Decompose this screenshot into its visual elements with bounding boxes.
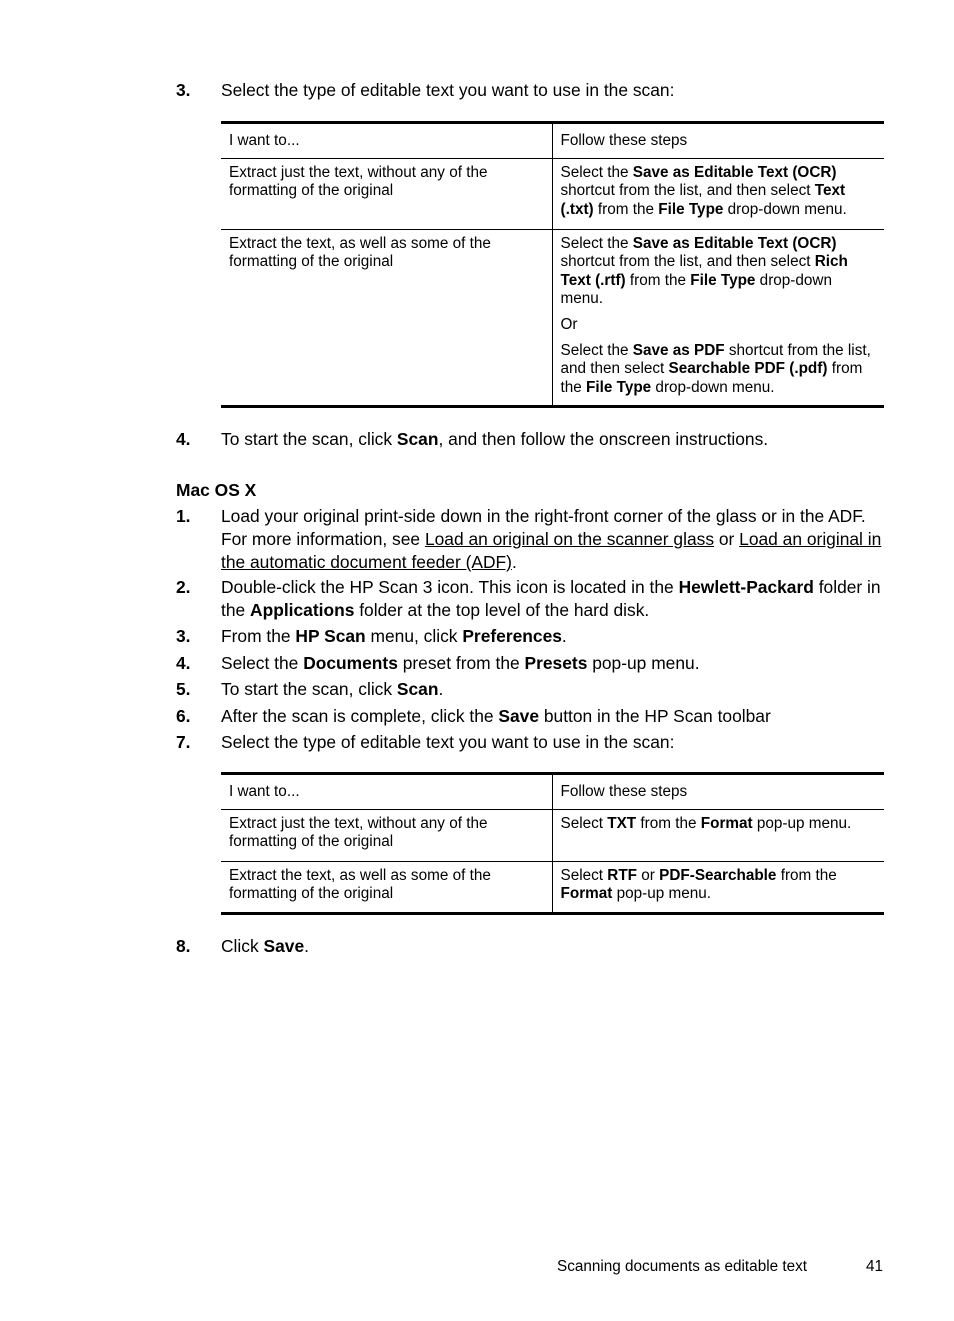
mac-step-3 bbox=[176, 625, 884, 648]
step-number: 3. bbox=[176, 626, 191, 646]
step-text: Click Save. bbox=[221, 936, 309, 956]
step-text: To start the scan, click Scan. bbox=[221, 679, 444, 699]
mac-step-1 bbox=[176, 505, 884, 574]
table-header-row bbox=[221, 123, 884, 159]
steps-cell: Select the Save as Editable Text (OCR) shortcut from the list, and then select Rich Text (.rtf) from the File Type drop-down menu. Or Select the Save as PDF shortcut from the list, and then select Searchable PDF (.pdf) from the File Type drop-down menu. bbox=[552, 229, 884, 407]
step-number: 5. bbox=[176, 679, 191, 699]
header-follow-steps: Follow these steps bbox=[552, 123, 884, 159]
step-number: 4. bbox=[176, 429, 191, 449]
table-row bbox=[221, 229, 884, 407]
step-text: Load your original print-side down in the right-front corner of the glass or in the ADF. For more information, see Load an original on the scanner glass or Load an original in the automatic document feeder (ADF). bbox=[221, 506, 882, 572]
footer-section-title: Scanning documents as editable text bbox=[557, 1258, 808, 1275]
step-number: 1. bbox=[176, 506, 191, 526]
table-header-row bbox=[221, 774, 884, 810]
step-text: From the HP Scan menu, click Preferences. bbox=[221, 626, 567, 646]
table-row bbox=[221, 861, 884, 913]
header-i-want-to: I want to... bbox=[229, 783, 300, 800]
header-follow-steps: Follow these steps bbox=[552, 774, 884, 810]
header-i-want-to: I want to... bbox=[229, 132, 300, 149]
step-number: 6. bbox=[176, 706, 191, 726]
mac-step-5 bbox=[176, 678, 884, 701]
want-cell: Extract just the text, without any of the formatting of the original bbox=[221, 158, 552, 229]
step-text: After the scan is complete, click the Save button in the HP Scan toolbar bbox=[221, 706, 771, 726]
link-load-original-glass[interactable]: Load an original on the scanner glass bbox=[424, 529, 715, 549]
link-load-original-adf[interactable]: Load an original in the automatic document feeder (ADF) bbox=[221, 529, 882, 572]
step-text: To start the scan, click Scan, and then follow the onscreen instructions. bbox=[221, 429, 769, 449]
step-number: 8. bbox=[176, 936, 191, 956]
mac-step-7 bbox=[176, 731, 884, 754]
table-row bbox=[221, 158, 884, 229]
want-cell: Extract just the text, without any of the formatting of the original bbox=[221, 809, 552, 861]
step-4-windows bbox=[176, 428, 884, 451]
mac-step-8 bbox=[176, 935, 884, 958]
step-text: Select the type of editable text you want to use in the scan: bbox=[221, 80, 675, 100]
want-cell: Extract the text, as well as some of the formatting of the original bbox=[221, 861, 552, 913]
step-text: Select the Documents preset from the Presets pop-up menu. bbox=[221, 653, 700, 673]
steps-cell: Select the Save as Editable Text (OCR) shortcut from the list, and then select Text (.txt) from the File Type drop-down menu. bbox=[552, 158, 884, 229]
step-3-windows bbox=[176, 79, 884, 102]
steps-cell: Select TXT from the Format pop-up menu. bbox=[552, 809, 884, 861]
mac-os-x-heading: Mac OS X bbox=[176, 480, 257, 500]
step-number: 2. bbox=[176, 577, 191, 597]
step-text: Double-click the HP Scan 3 icon. This icon is located in the Hewlett-Packard folder in the Applications folder at the top level of the hard disk. bbox=[221, 577, 881, 620]
want-cell: Extract the text, as well as some of the formatting of the original bbox=[221, 229, 552, 407]
mac-step-4 bbox=[176, 652, 884, 675]
or-text: Or bbox=[560, 315, 578, 333]
step-text: Select the type of editable text you want to use in the scan: bbox=[221, 732, 675, 752]
footer-page-number: 41 bbox=[866, 1258, 884, 1275]
table-row bbox=[221, 809, 884, 861]
mac-step-2 bbox=[176, 576, 884, 622]
step-number: 7. bbox=[176, 732, 191, 752]
editable-text-table-mac bbox=[221, 772, 884, 915]
steps-cell: Select RTF or PDF-Searchable from the Format pop-up menu. bbox=[552, 861, 884, 913]
mac-step-6 bbox=[176, 705, 884, 728]
step-number: 4. bbox=[176, 653, 191, 673]
step-number: 3. bbox=[176, 80, 191, 100]
editable-text-table-windows bbox=[221, 121, 884, 408]
